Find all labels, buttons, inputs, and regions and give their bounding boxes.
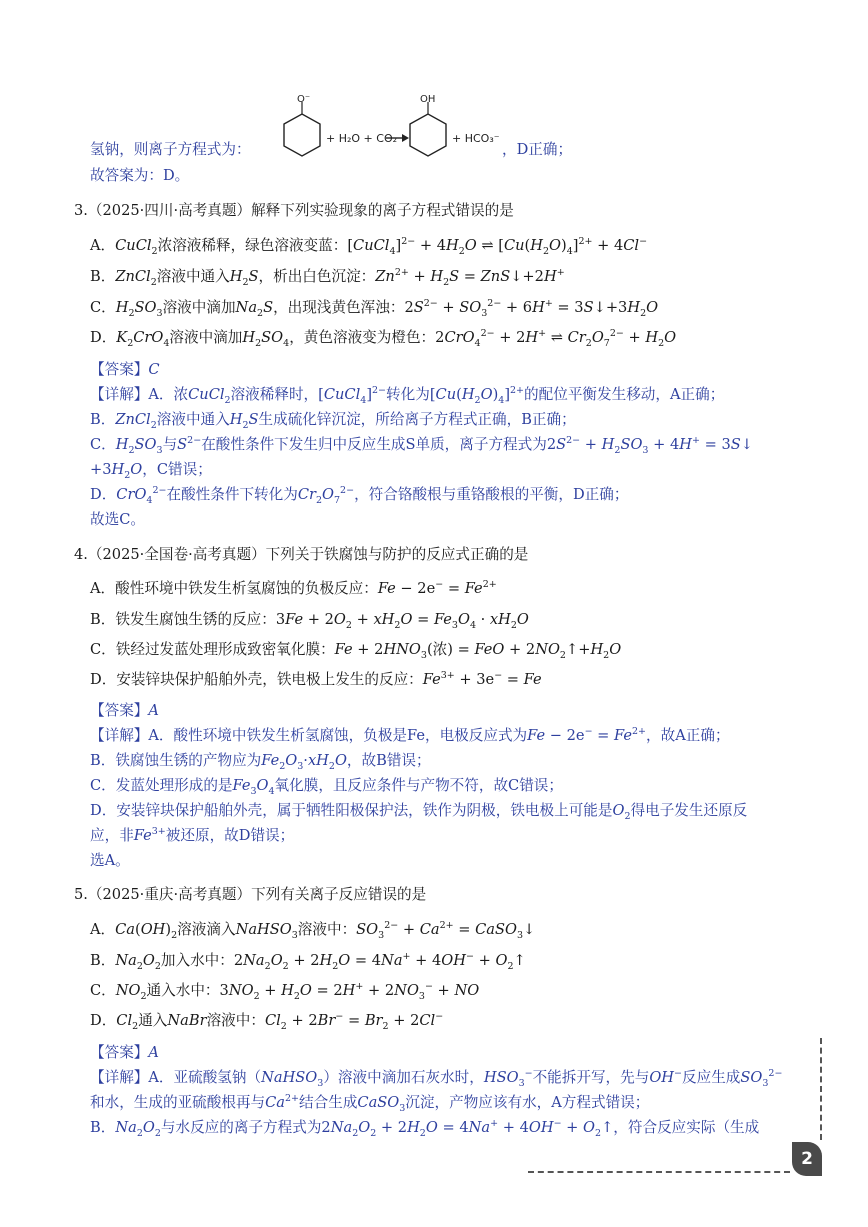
q5-explain-a-2: 和水，生成的亚硫酸根再与$Ca^{2+}$结合生成CaSO$_3$沉淀，产物应该有水，A方程式错误； — [90, 1093, 650, 1114]
q4-stem: 4.（2025·全国卷·高考真题）下列关于铁腐蚀与防护的反应式正确的是 — [74, 546, 529, 563]
top-line-1-tail: ，D正确； — [502, 141, 573, 158]
q4-option-c: C．铁经过发蓝处理形成致密氧化膜：$Fe + 2HNO_3$(浓) = FeO + $2NO_2↑+H_2O$ — [90, 641, 622, 661]
q4-explain-b: B．铁腐蚀生锈的产物应为$Fe_2O_3\cdot xH_2O$，故B错误； — [90, 752, 431, 772]
page-border-vertical — [820, 1038, 822, 1140]
q3-explain-c: C．$H_2SO_3$与$S^{2-}$在酸性条件下发生归中反应生成S单质，离子方程式为$2S^{2-} + H_2SO_3 + 4H^+$ = 3S↓ — [90, 435, 753, 456]
page-number: 2 — [792, 1142, 822, 1176]
q4-explain-a: 【详解】A．酸性环境中铁发生析氢腐蚀，负极是Fe，电极反应式为$Fe - 2e^- = Fe^{2+}$，故A正确； — [90, 726, 730, 744]
q3-explain-a: 【详解】A．浓CuCl$_2$溶液稀释时，[CuCl$_4$]$^{2-}$转化为$[Cu(H_2O)_4]^{2+}$的配位平衡发生移动，A正确； — [90, 385, 725, 406]
q3-explain-c-2: $+3H_2O$，C错误； — [90, 461, 212, 481]
q5-stem: 5.（2025·重庆·高考真题）下列有关离子反应错误的是 — [74, 886, 427, 903]
q3-option-b: B．ZnCl$_2$溶液中通入$H_2S$，析出白色沉淀：$Zn^{2+} + H_2S$ = ZnS↓+2H+ — [90, 267, 565, 288]
top-line-2: 故答案为：D。 — [90, 167, 190, 184]
q4-conclusion: 选A。 — [90, 852, 130, 869]
q3-explain-d: D．CrO$_4^{2-}$在酸性条件下转化为$Cr_2O_7^{2-}$，符合铬酸根与重铬酸根的平衡，D正确； — [90, 485, 629, 506]
q4-explain-d-2: 应，非$Fe^{3+}$被还原，故D错误； — [90, 826, 295, 844]
q5-option-c: C．$NO_2$通入水中：$3NO_2 + H_2O = 2H^+ + 2NO_3^-$ + NO — [90, 981, 480, 1002]
top-line-1 — [90, 140, 251, 160]
q5-explain-b: B．$Na_2O_2$与水反应的离子方程式为$2Na_2O_2 + 2H_2O = 4Na^+ + 4OH^-$ + $O_2↑$，符合反应实际（生成 — [90, 1118, 760, 1139]
phenoxide-reaction-diagram — [264, 94, 500, 168]
q5-answer: 【答案】A — [90, 1044, 159, 1061]
page-border-horizontal — [528, 1171, 790, 1173]
q3-conclusion: 故选C。 — [90, 511, 145, 528]
q5-explain-a: 【详解】A．亚硫酸氢钠（NaHSO$_3$）溶液中滴加石灰水时，$HSO_3^-$不能拆开写，先与OH−反应生成$SO_3^{2-}$ — [90, 1068, 783, 1089]
q4-answer: 【答案】A — [90, 702, 159, 719]
product-group-label: OH — [420, 94, 436, 105]
q5-option-d: D．$Cl_2$通入NaBr溶液中：$Cl_2 + 2Br^- = Br_2 + 2Cl^-$ — [90, 1011, 444, 1032]
reaction-plus-2: + HCO₃⁻ — [452, 132, 500, 145]
q5-option-b: B．$Na_2O_2$加入水中：$2Na_2O_2 + 2H_2O = 4Na^+ + 4OH^-$ + $O_2↑$ — [90, 951, 526, 972]
q3-option-a: A．CuCl$_2$浓溶液稀释，绿色溶液变蓝：[CuCl$_4$]$^{2-}$ + $4H_2O$ ⇌ $[Cu(H_2O)_4]^{2+} + 4Cl^-$ — [90, 236, 648, 257]
q4-option-a: A．酸性环境中铁发生析氢腐蚀的负极反应：$Fe - 2e^- = Fe^{2+}$ — [90, 579, 497, 597]
q3-option-d: D．$K_2CrO_4$溶液中滴加$H_2SO_4$，黄色溶液变为橙色：2CrO$_4^{2-}$ + 2H+ ⇌ $Cr_2O_7^{2-} + H_2O$ — [90, 328, 677, 349]
reactant-group-label: O⁻ — [297, 94, 311, 105]
q4-explain-c: C．发蓝处理形成的是$Fe_3O_4$氧化膜，且反应条件与产物不符，故C错误； — [90, 777, 563, 797]
top-line-1-text: 氢钠，则离子方程式为： — [90, 141, 251, 158]
q5-option-a: A．$Ca(OH)_2$溶液滴入NaHSO$_3$溶液中：$SO_3^{2-} + Ca^{2+}$ = CaSO$_3$↓ — [90, 920, 536, 941]
q4-option-d: D．安装锌块保护船舶外壳，铁电极上发生的反应：$Fe^{3+} + 3e^- = Fe$ — [90, 670, 542, 688]
q3-option-c: C．$H_2SO_3$溶液中滴加$Na_2S$，出现浅黄色浑浊：$2S^{2-} + SO_3^{2-} + 6H^+$ = $3S↓+3H_2O$ — [90, 298, 659, 319]
q3-stem: 3.（2025·四川·高考真题）解释下列实验现象的离子方程式错误的是 — [74, 202, 514, 219]
reaction-plus-1: + H₂O + CO₂ — [326, 132, 398, 145]
q4-option-b: B．铁发生腐蚀生锈的反应：$3Fe + 2O_2 + xH_2O = Fe_3O_4 \cdot xH_2O$ — [90, 611, 529, 631]
q3-answer: 【答案】C — [90, 361, 160, 378]
q3-explain-b: B．ZnCl$_2$溶液中通入$H_2S$生成硫化锌沉淀，所给离子方程式正确，B正确； — [90, 411, 576, 431]
q4-explain-d: D．安装锌块保护船舶外壳，属于牺牲阳极保护法，铁作为阴极，铁电极上可能是$O_2$得电子发生还原反 — [90, 802, 748, 822]
